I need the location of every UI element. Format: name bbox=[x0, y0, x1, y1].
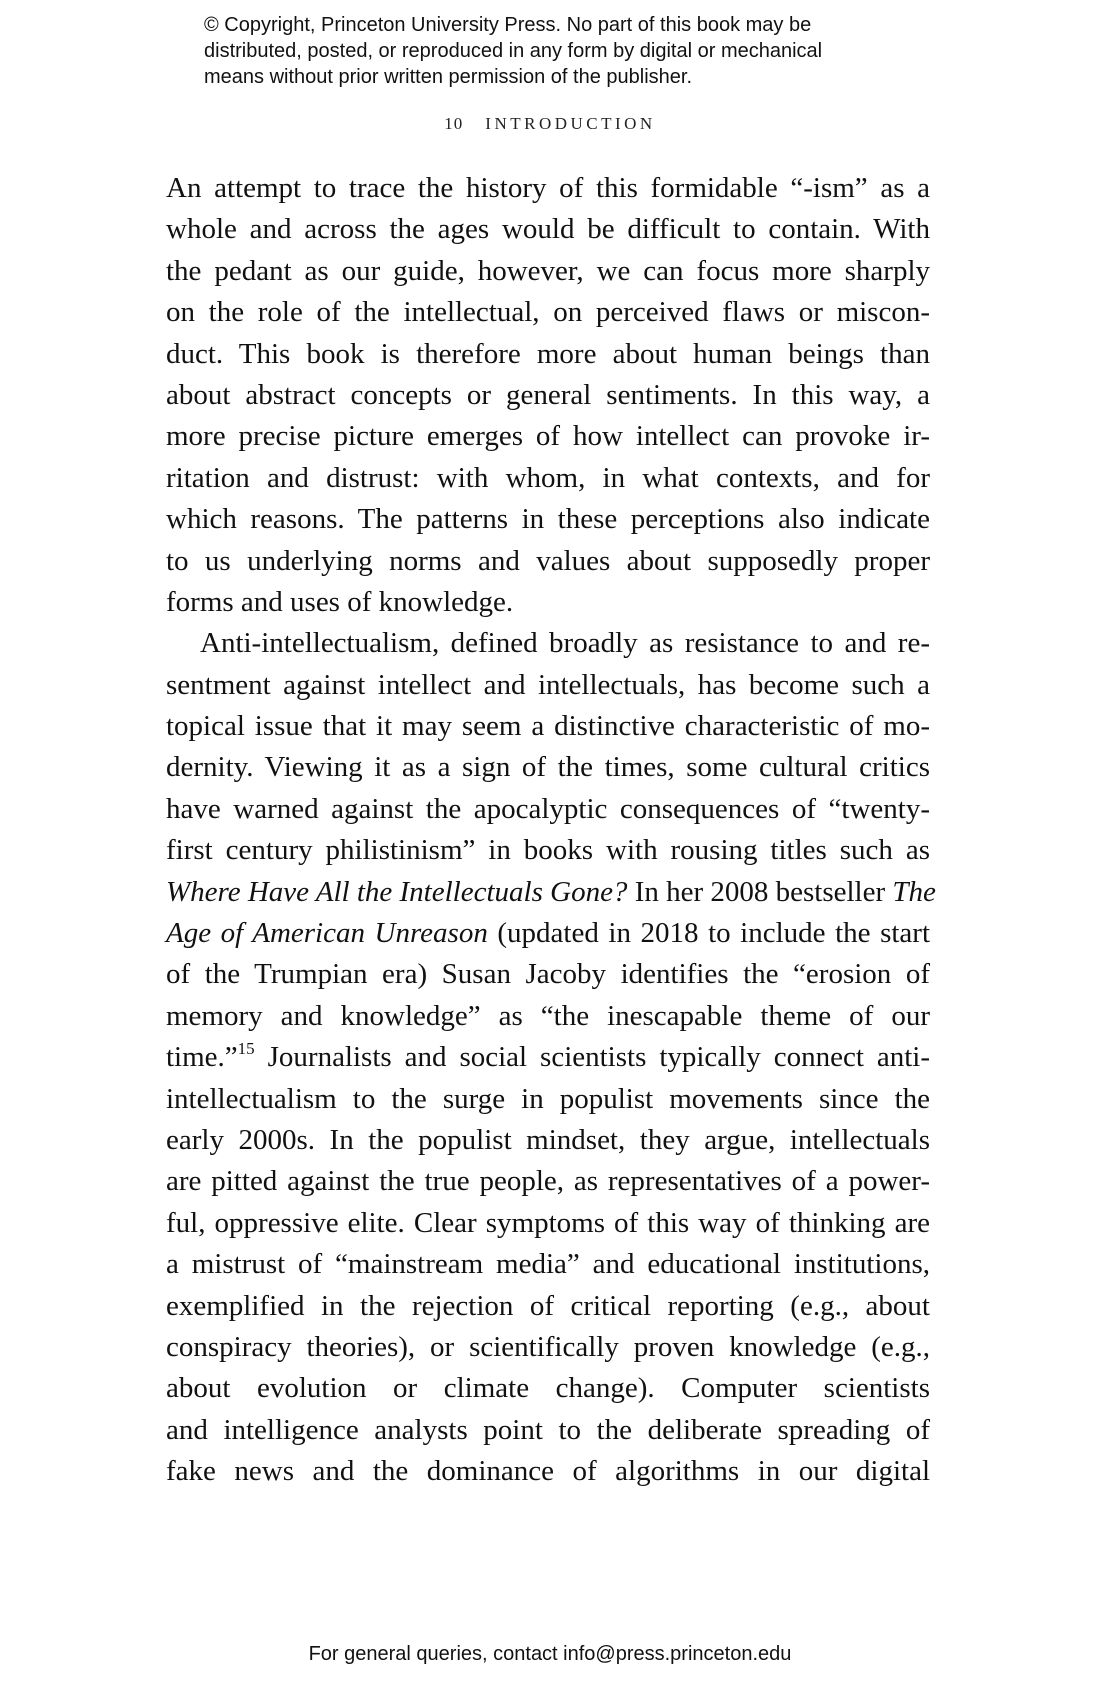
text-line: about abstract concepts or general sentiments. In this way, a bbox=[166, 378, 930, 411]
text-line: Where Have All the Intellectuals Gone? In her 2008 bestseller The bbox=[166, 875, 936, 908]
text-line: An attempt to trace the history of this formidable “-ism” as a bbox=[166, 172, 930, 204]
text-line: duct. This book is therefore more about human beings than bbox=[166, 337, 930, 370]
book-title: Age of American Unreason bbox=[166, 917, 488, 950]
text-line: sentment against intellect and intellectuals, has become such a bbox=[166, 668, 930, 701]
text-line: Anti-intellectualism, defined broadly as resistance to and re- bbox=[200, 627, 930, 660]
text-line: fake news and the dominance of algorithms in our digital bbox=[166, 1455, 930, 1488]
copyright-notice bbox=[204, 12, 964, 90]
running-head bbox=[0, 114, 1100, 134]
text-line: a mistrust of “mainstream media” and educational institutions, bbox=[166, 1248, 930, 1281]
text-line: Age of American Unreason (updated in 2018 to include the start bbox=[166, 917, 931, 950]
copyright-line: distributed, posted, or reproduced in any form by digital or mechanical bbox=[204, 40, 823, 62]
text-line: and intelligence analysts point to the deliberate spreading of bbox=[166, 1413, 930, 1446]
text-line: ritation and distrust: with whom, in what contexts, and for bbox=[166, 461, 930, 494]
text-line: more precise picture emerges of how intellect can provoke ir- bbox=[166, 420, 930, 453]
footnote-marker: 15 bbox=[237, 1039, 255, 1059]
text-line: of the Trumpian era) Susan Jacoby identifies the “erosion of bbox=[166, 958, 930, 991]
text-line: memory and knowledge” as “the inescapable theme of our bbox=[166, 999, 930, 1032]
text-line: intellectualism to the surge in populist movements since the bbox=[166, 1082, 930, 1115]
text-line: whole and across the ages would be difficult to contain. With bbox=[166, 213, 930, 246]
book-title: Where Have All the Intellectuals Gone? bbox=[166, 875, 628, 908]
text-line: time.”$^{15}$ Journalists and social scientists typically connect anti- bbox=[166, 1039, 930, 1074]
text-line: to us underlying norms and values about supposedly proper bbox=[166, 544, 930, 577]
body-text bbox=[166, 168, 936, 1493]
copyright-line: means without prior written permission of the publisher. bbox=[204, 66, 693, 88]
text-line: exemplified in the rejection of critical reporting (e.g., about bbox=[166, 1289, 930, 1322]
running-title: INTRODUCTION bbox=[485, 114, 656, 133]
text-line: have warned against the apocalyptic consequences of “twenty- bbox=[166, 792, 930, 825]
footer-contact: For general queries, contact info@press.princeton.edu bbox=[308, 1643, 792, 1665]
text-line: dernity. Viewing it as a sign of the times, some cultural critics bbox=[166, 751, 930, 784]
text-line: conspiracy theories), or scientifically proven knowledge (e.g., bbox=[166, 1330, 930, 1363]
text-line: topical issue that it may seem a distinctive characteristic of mo- bbox=[166, 710, 930, 743]
copyright-line: © Copyright, Princeton University Press. No part of this book may be bbox=[204, 14, 812, 36]
book-title: The bbox=[892, 875, 936, 908]
text-line: are pitted against the true people, as representatives of a power- bbox=[166, 1165, 930, 1198]
page-number: 10 bbox=[444, 114, 464, 133]
text-line: forms and uses of knowledge. bbox=[166, 585, 514, 618]
text-line: early 2000s. In the populist mindset, they argue, intellectuals bbox=[166, 1123, 930, 1156]
text-line: first century philistinism” in books with rousing titles such as bbox=[166, 834, 930, 867]
text-line: about evolution or climate change). Computer scientists bbox=[166, 1372, 930, 1405]
text-line: which reasons. The patterns in these perceptions also indicate bbox=[166, 503, 930, 536]
text-line: the pedant as our guide, however, we can focus more sharply bbox=[166, 254, 930, 287]
text-line: ful, oppressive elite. Clear symptoms of this way of thinking are bbox=[166, 1206, 930, 1239]
text-line: on the role of the intellectual, on perceived flaws or miscon- bbox=[166, 296, 930, 329]
